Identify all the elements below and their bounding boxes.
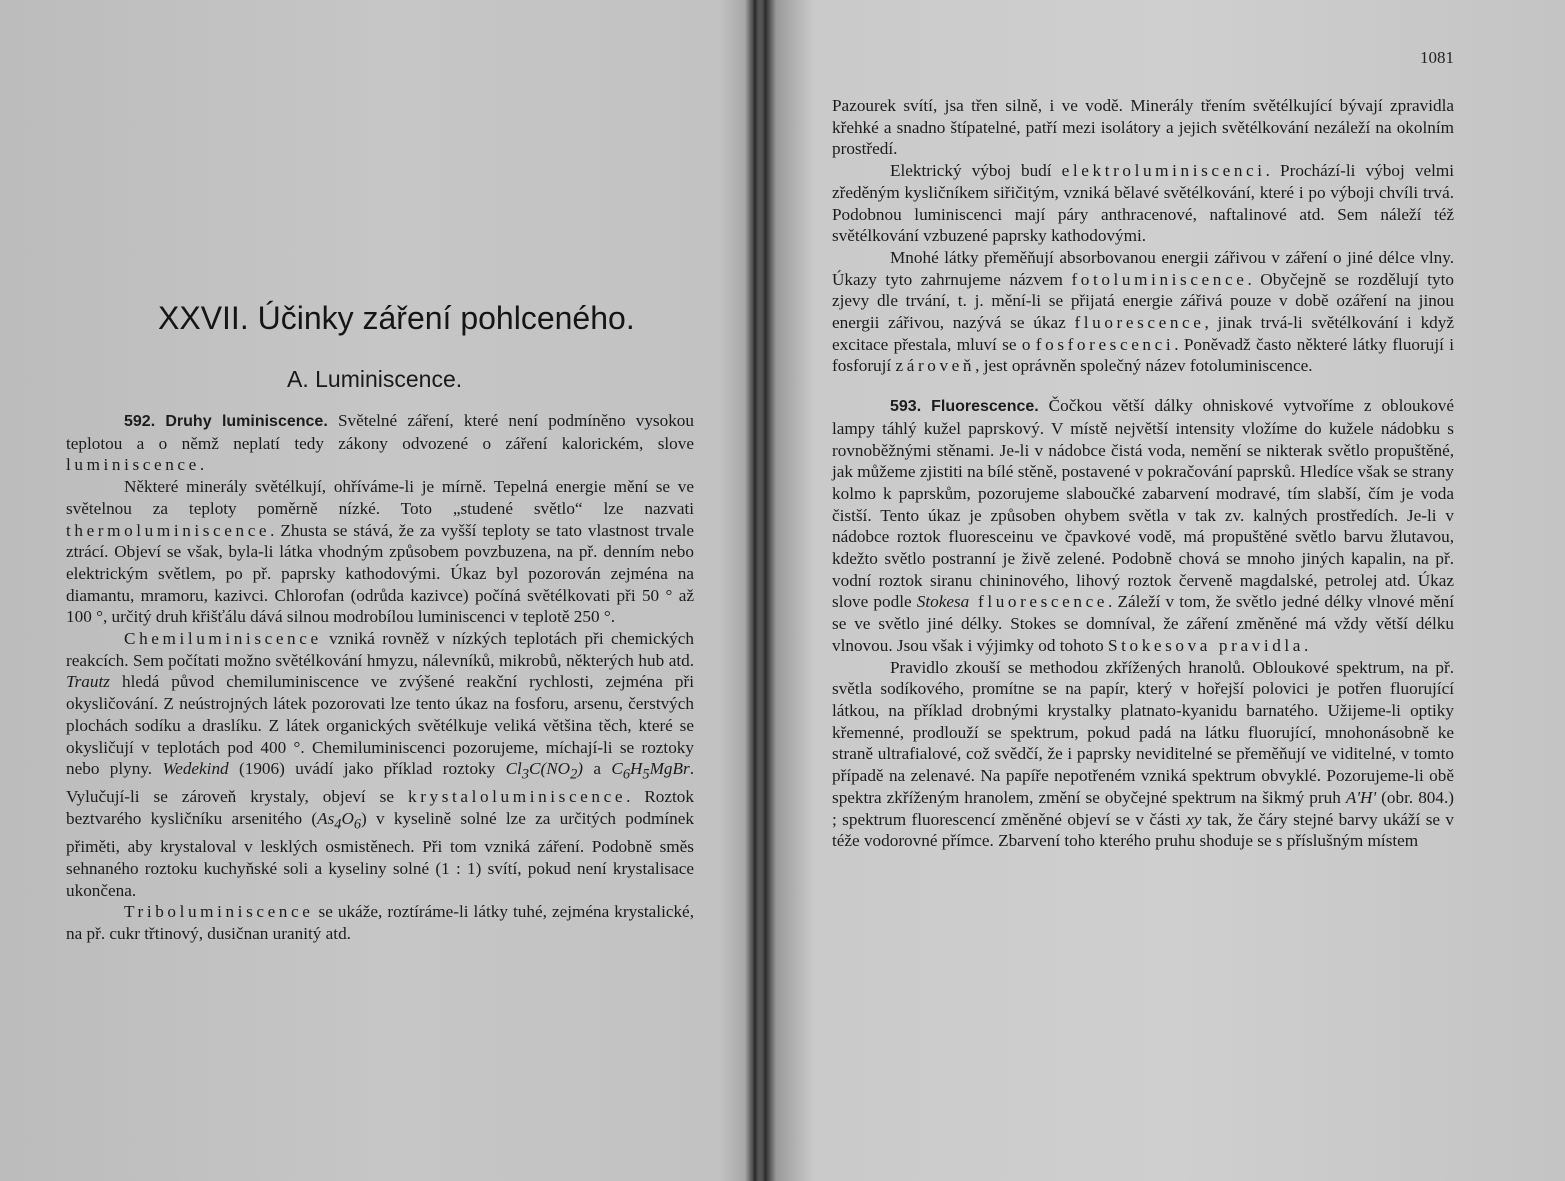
paragraph-thermoluminiscence [66, 476, 694, 628]
formula-part: O [341, 809, 354, 829]
paragraph-text: hledá původ chemiluminiscence ve zvýšené reakční rychlosti, zejména při okysličování. Z neústrojných látek pozorovati lze tento úkaz na fosforu, arsenu, čerstvých plochách sodíku a draslíku. Z látek organických světélkuje veliká většina těch, které se okysličují v teplotách pod 400 °. Chemiluminiscenci pozorujeme, míchají-li se roztoky nebo plyny. [66, 672, 694, 779]
section-heading: Fluorescence. [931, 398, 1039, 416]
paragraph-elektroluminiscence [832, 160, 1454, 247]
paragraph-text: . [1304, 635, 1309, 655]
paragraph-text: . Záleží v tom, že světlo jedné délky vlnové mění se ve světlo jiné délky. Stokes se domníval, že záření změněné má vždy větší délku vlnovou. Jsou však i výjimky od tohoto [832, 592, 1455, 655]
right-page [765, 0, 1565, 1181]
spaced-term: elektroluminiscenci [1061, 161, 1266, 181]
spaced-term: luminiscence [66, 455, 200, 475]
paragraph-592 [66, 410, 694, 476]
math-symbol: A'H' [1345, 787, 1377, 807]
paragraph-text: Pravidlo zkouší se methodou zkřížených hranolů. Obloukové spektrum, na př. světla sodíkového, promítne se na papír, který v hořejší polovici je potřen fluorující látkou, na příklad drobnými krystalky platnato-kyanidu barnatého. Užijeme-li optiky křemenné, prodlouží se spektrum, pokud padá na látku fluorující, mnohonásobně ke straně ultrafialové, což svědčí, že i paprsky neviditelné se přeměňují ve viditelné, v tomto případě na zelenavé. Na papíře nepotřeném vzniká spektrum obvyklé. Pozorujeme-li obě spektra zkříženým hranolem, změní se obyčejné spektrum na šikmý pruh [832, 657, 1454, 807]
spaced-term: thermoluminiscence [66, 520, 271, 540]
formula-part: ) [577, 759, 583, 779]
paragraph-text: , jest oprávněn společný název fotoluminiscence. [975, 356, 1313, 376]
formula-part: MgBr [649, 759, 690, 779]
author-name: Wedekind [162, 759, 229, 779]
spaced-term: zároveň [895, 356, 976, 376]
left-page [0, 0, 755, 1181]
spaced-term: fluorescence [969, 592, 1109, 612]
paragraph-text: . Zhusta se stává, že za vyšší teploty se tato vlastnost trvale ztrácí. Objeví se však, byla-li látka vhodným způsobem povzbuzena, na př. denním nebo elektrickým světlem, po př. paprsky kathodovými. Úkaz byl pozorován zejména na diamantu, mramoru, kazivci. Chlorofan (odrůda kazivce) počíná světélkovati při 50 ° až 100 °, určitý druh křišťálu dává silnou modrobílou luminiscenci v teplotě 250 °. [66, 520, 694, 627]
paragraph-text: . Prochází-li výboj velmi zředěným kysličníkem siřičitým, vzniká bělavé světélkování, které i po výboji chvíli trvá. Podobnou luminiscenci mají páry anthracenové, naftalinové atd. Sem náleží též světélkování vzbuzené paprsky kathodovými. [832, 161, 1454, 246]
section-number: 593. [890, 398, 922, 416]
spaced-term: Triboluminiscence [124, 902, 314, 922]
section-heading: Druhy luminiscence. [165, 413, 328, 430]
formula-subscript: 4 [334, 816, 342, 833]
chemical-formula [611, 759, 690, 783]
paragraph-text: a [583, 759, 612, 779]
formula-subscript: 6 [622, 766, 630, 783]
paragraph-fotoluminiscence [832, 247, 1454, 377]
paragraph-text: (obr. 804.) ; spektrum fluorescencí změněné objeví se v části [832, 787, 1454, 829]
paragraph-text: Některé minerály světélkují, ohříváme-li je mírně. Tepelná energie mění se ve světelnou za teploty poměrně nízké. Toto „studené světlo“ lze nazvati [66, 477, 694, 518]
chapter-title: XXVII. Účinky záření pohlceného. [158, 300, 635, 336]
paragraph-text: . Roztok beztvarého kysličníku arsenitého ( [66, 787, 694, 829]
spaced-term: fluorescence [1074, 313, 1205, 333]
paragraph-pravidlo [832, 657, 1454, 852]
spaced-term: fosforescenci [1035, 334, 1175, 354]
author-name: Trautz [66, 672, 110, 692]
paragraph-text: tak, že čáry stejné barvy ukáží se v téže vodorovné přímce. Zbarvení toho kterého pruhu shoduje se s příslušným místem [832, 809, 1454, 851]
paragraph-593 [832, 395, 1454, 656]
paragraph-text: , jinak trvá-li světélkování i když excitace přestala, mluví se o [832, 313, 1454, 354]
paragraph-text: se ukáže, roztíráme-li látky tuhé, zejména krystalické, na př. cukr třtinový, dusičnan uranitý atd. [66, 902, 694, 944]
formula-subscript: 5 [642, 766, 650, 783]
formula-part: C [611, 759, 623, 779]
left-text-body [66, 410, 694, 945]
paragraph-pazourek: Pazourek svítí, jsa třen silně, i ve vodě. Minerály třením světélkující bývají zpravidla křehké a snadno štípatelné, patří mezi isolátory a jejich světélkování nezáleží na okolním prostředí. [832, 96, 1454, 159]
formula-subscript: 2 [570, 766, 578, 783]
page-number: 1081 [1420, 48, 1454, 67]
formula-part: As [317, 809, 335, 829]
formula-subscript: 3 [521, 766, 530, 783]
paragraph-triboluminiscence [66, 901, 694, 944]
chemical-formula [317, 809, 362, 833]
chemical-formula [505, 759, 583, 783]
paragraph-text: Mnohé látky přeměňují absorbovanou energii zářivou v záření o jiné délce vlny. Úkazy tyto zahrnujeme názvem [832, 247, 1454, 289]
spaced-term: Stokesova pravidla [1107, 635, 1305, 655]
paragraph-text: . Obyčejně se rozdělují tyto zjevy dle trvání, t. j. mění-li se přijatá energie zářivá pouze v době ozáření na jinou energii zářivou, nazývá se úkaz [832, 269, 1454, 333]
formula-part: H [630, 759, 643, 779]
paragraph-chemiluminiscence [66, 628, 694, 901]
paragraph-text: Elektrický výboj budí [890, 161, 1062, 181]
formula-subscript: 6 [353, 816, 362, 833]
section-number: 592. [124, 413, 156, 430]
paragraph-text: . [199, 455, 205, 475]
paragraph-text: ) v kyselině solné lze za určitých podmínek přiměti, aby krystaloval v lesklých osmistěnech. Při tom vzniká záření. Podobně směs sehnaného roztoku kuchyňské soli a kyseliny solné (1 : 1) svítí, pokud není krystalisace ukončena. [66, 809, 694, 900]
spaced-term: krystaloluminiscence [408, 787, 627, 807]
spaced-term: fotoluminiscence [1071, 269, 1248, 289]
paragraph-text: (1906) uvádí jako příklad roztoky [228, 759, 506, 779]
math-symbol: xy [1186, 809, 1202, 829]
paragraph-text: vzniká rovněž v nízkých teplotách při chemických reakcích. Sem počítati možno světélkování hmyzu, nálevníků, mikrobů, některých hub atd. [66, 629, 694, 670]
formula-part: Cl [505, 759, 522, 779]
paragraph-text: Čočkou větší dálky ohniskové vytvoříme z obloukové lampy táhlý kužel paprskový. V místě největší intensity vložíme do kužele nádobku s rovnoběžnými stěnami. Je-li v nádobce čistá voda, nemění se nikterak světlo propuštěné, jak můžeme zjistiti na bílé stěně, postavené v pokračování paprsků. Hledíce však se strany kolmo k paprskům, pozorujeme slaboučké zabarvení modravé, tím slabší, čím je voda čistší. Tento úkaz je způsoben ohybem světla v tak zv. kalných prostředích. Je-li v nádobce roztok fluoresceinu ve čpavkové vodě, má propuštěné světlo barvu žlutavou, kdežto světlo postranní je živě zelené. Podobně chová se mnoho jiných kapalin, na př. vodní roztok siranu chininového, lihový roztok červeně magdalské, petrolej atd. Úkaz slove podle [832, 396, 1455, 612]
section-title: A. Luminiscence. [287, 366, 463, 392]
author-name: Stokesa [916, 592, 970, 612]
spaced-term: Chemiluminiscence [124, 629, 322, 649]
paragraph-text: Světelné záření, které není podmíněno vysokou teplotou a o němž neplatí tedy zákony odvozené o záření kalorickém, slove [66, 411, 694, 453]
paragraph-text: . Poněvadž často některé látky fluorují i fosforují [832, 334, 1455, 376]
formula-part: C(NO [529, 759, 571, 779]
paragraph-text: . Vylučují-li se zároveň krystaly, objeví se [66, 759, 694, 807]
right-text-body [832, 95, 1454, 852]
